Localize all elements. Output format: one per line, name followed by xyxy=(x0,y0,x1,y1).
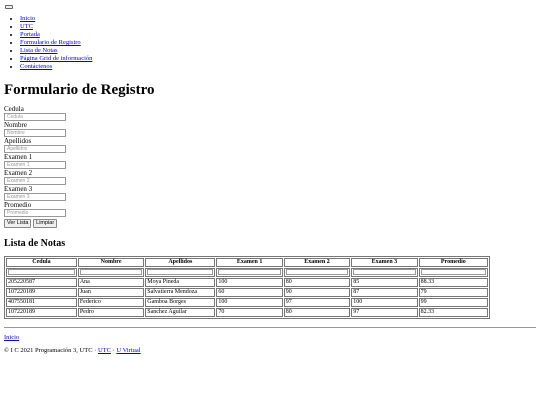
promedio-input[interactable] xyxy=(4,209,66,217)
header-examen3: Examen 3 xyxy=(351,258,417,267)
nav-link-utc[interactable]: UTC xyxy=(20,23,33,30)
menu-toggle-button[interactable] xyxy=(5,5,13,9)
filter-cedula-input[interactable] xyxy=(8,269,75,275)
table-row xyxy=(6,288,488,297)
cedula-input[interactable] xyxy=(4,113,66,121)
filter-nombre-input[interactable] xyxy=(80,269,142,275)
nav-link-inicio[interactable]: Inicio xyxy=(20,15,36,22)
table-cell: Juan xyxy=(78,288,144,297)
table-cell: 79 xyxy=(419,288,488,297)
footer-inicio-link[interactable]: Inicio xyxy=(4,333,20,341)
filter-examen2-input[interactable] xyxy=(286,269,348,275)
footer-uvirtual-link[interactable]: U Virtual xyxy=(116,346,141,354)
copyright xyxy=(4,347,536,355)
nombre-input[interactable] xyxy=(4,129,66,137)
copyright-text: © I C 2021 Programación 3, UTC · xyxy=(4,346,98,354)
nav-link-portada[interactable]: Portada xyxy=(20,31,40,38)
table-cell: Sanchez Aguilar xyxy=(145,308,215,317)
header-promedio: Promedio xyxy=(419,258,488,267)
table-cell: 407550181 xyxy=(6,298,77,307)
table-cell: 88.33 xyxy=(419,278,488,287)
table-cell: 107220189 xyxy=(6,288,77,297)
table-cell: 90 xyxy=(284,288,350,297)
table-cell: Ana xyxy=(78,278,144,287)
filter-cell xyxy=(6,268,77,277)
filter-apellidos-input[interactable] xyxy=(147,269,213,275)
field-examen1 xyxy=(4,153,536,169)
field-nombre xyxy=(4,121,536,137)
table-cell: Federico xyxy=(78,298,144,307)
table-cell: 99 xyxy=(419,298,488,307)
table-cell: 100 xyxy=(216,298,282,307)
field-promedio xyxy=(4,201,536,217)
table-cell: 107220189 xyxy=(6,308,77,317)
nav-link-contactenos[interactable]: Contáctenos xyxy=(20,63,53,70)
copyright-separator: · xyxy=(110,346,117,354)
table-cell: Salvatierra Mendoza xyxy=(145,288,215,297)
table-cell: 70 xyxy=(216,308,282,317)
header-examen2: Examen 2 xyxy=(284,258,350,267)
filter-examen3-input[interactable] xyxy=(353,269,415,275)
filter-examen1-input[interactable] xyxy=(218,269,280,275)
table-cell: Pedro xyxy=(78,308,144,317)
nav-item-portada xyxy=(20,31,536,39)
nav-item-inicio xyxy=(20,15,536,23)
examen1-label: Examen 1 xyxy=(4,153,33,161)
nav-link-formulario[interactable]: Formulario de Registro xyxy=(20,39,81,46)
field-examen2 xyxy=(4,169,536,185)
footer-divider xyxy=(4,327,536,328)
footer-utc-link[interactable]: UTC xyxy=(97,346,111,354)
limpiar-button[interactable]: Limpiar xyxy=(33,219,57,228)
filter-cell xyxy=(145,268,215,277)
filter-cell xyxy=(216,268,282,277)
apellidos-input[interactable] xyxy=(4,145,66,153)
promedio-label: Promedio xyxy=(4,201,32,209)
nav-item-utc xyxy=(20,23,536,31)
filter-cell xyxy=(284,268,350,277)
examen3-label: Examen 3 xyxy=(4,185,33,193)
ver-lista-button[interactable]: Ver Lista xyxy=(4,219,31,228)
table-header-row xyxy=(6,258,488,267)
footer-nav xyxy=(4,334,536,342)
examen1-input[interactable] xyxy=(4,161,66,169)
nav-menu xyxy=(4,15,536,71)
table-cell: 60 xyxy=(216,288,282,297)
table-row xyxy=(6,298,488,307)
table-cell: 80 xyxy=(284,278,350,287)
table-cell: 87 xyxy=(351,288,417,297)
table-row xyxy=(6,278,488,287)
table-row xyxy=(6,308,488,317)
header-nombre: Nombre xyxy=(78,258,144,267)
field-examen3 xyxy=(4,185,536,201)
nav-link-lista[interactable]: Lista de Notas xyxy=(20,47,58,54)
table-cell: 100 xyxy=(351,298,417,307)
form-title: Formulario de Registro xyxy=(4,82,155,98)
field-apellidos xyxy=(4,137,536,153)
nav-item-lista xyxy=(20,47,536,55)
list-title: Lista de Notas xyxy=(4,237,66,249)
filter-cell xyxy=(419,268,488,277)
field-cedula xyxy=(4,105,536,121)
cedula-label: Cedula xyxy=(4,105,24,113)
notas-table xyxy=(4,256,490,319)
nav-item-formulario xyxy=(20,39,536,47)
table-cell: 97 xyxy=(351,308,417,317)
filter-cell xyxy=(351,268,417,277)
nombre-label: Nombre xyxy=(4,121,27,129)
examen2-label: Examen 2 xyxy=(4,169,33,177)
header-examen1: Examen 1 xyxy=(216,258,282,267)
header-cedula: Cedula xyxy=(6,258,77,267)
nav-link-grid[interactable]: Página Grid de información xyxy=(20,55,93,62)
table-cell: 82.33 xyxy=(419,308,488,317)
table-cell: 80 xyxy=(284,308,350,317)
nav-item-contactenos xyxy=(20,63,536,71)
table-cell: 97 xyxy=(284,298,350,307)
filter-cell xyxy=(78,268,144,277)
form-buttons xyxy=(4,218,536,228)
registro-form xyxy=(4,105,536,228)
examen3-input[interactable] xyxy=(4,193,66,201)
filter-promedio-input[interactable] xyxy=(421,269,486,275)
table-cell: 205220587 xyxy=(6,278,77,287)
table-cell: Moya Pineda xyxy=(145,278,215,287)
table-cell: 100 xyxy=(216,278,282,287)
header-apellidos: Apellidos xyxy=(145,258,215,267)
table-cell: 85 xyxy=(351,278,417,287)
apellidos-label: Apellidos xyxy=(4,137,32,145)
nav-item-grid xyxy=(20,55,536,63)
table-cell: Gamboa Borges xyxy=(145,298,215,307)
filter-row xyxy=(6,268,488,277)
examen2-input[interactable] xyxy=(4,177,66,185)
